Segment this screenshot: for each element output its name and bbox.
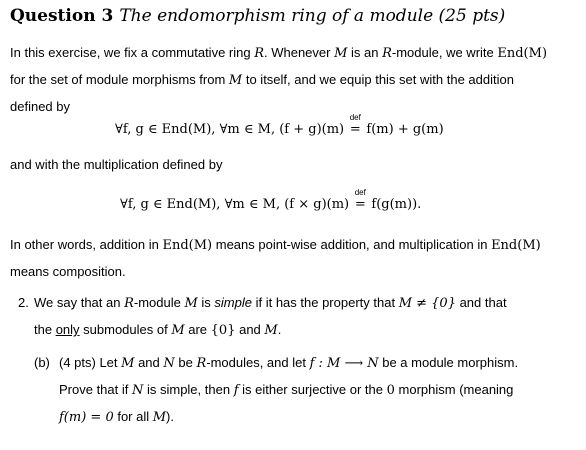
intro-paragraph [10,40,576,120]
intro-line-1: In this exercise, we fix a commutative ring R. Whenever M is an R-module, we write End(M) [10,45,548,61]
multiplication-lhs: ∀f, g ∈ End(M), ∀m ∈ M, (f × g)(m) [120,197,350,212]
words-line-2: means composition. [10,264,126,279]
subitem-label: (b) [34,355,50,370]
def-equals: def = [354,188,366,212]
def-equals: def = [349,113,361,137]
list-number: 2. [18,295,29,310]
multiplication-equation [120,188,422,212]
emphasis-only: only [55,322,80,337]
addition-lhs: ∀f, g ∈ End(M), ∀m ∈ M, (f + g)(m) [115,122,345,137]
intro-line-3: defined by [10,99,70,114]
question-subtitle: The endomorphism ring of a module (25 pts) [119,6,506,26]
question-number: Question 3 [10,6,114,26]
itemb-line-2: Prove that if N is simple, then f is either surjective or the 0 morphism (meaning [59,382,514,398]
in-other-words-paragraph [10,232,576,285]
multiplication-rhs: f(g(m)). [371,197,422,212]
term-simple: simple [214,295,252,310]
itemb-line-1: (4 pts) Let M and N be R-modules, and let f : M ⟶ N be a module morphism. [59,355,519,371]
addition-equation [115,113,444,137]
question-title [10,6,505,26]
multiplication-intro: and with the multiplication defined by [10,157,223,172]
words-line-1: In other words, addition in End(M) means point-wise addition, and multiplication in End(M) [10,237,541,253]
intro-line-2: for the set of module morphisms from M to itself, and we equip this set with the addition [10,72,514,88]
item2-line-2: the only submodules of M are {0} and M. [34,322,282,338]
addition-rhs: f(m) + g(m) [366,122,444,137]
item2-line-1: We say that an R-module M is simple if it has the property that M ≠ {0} and that [34,295,507,311]
itemb-line-3: f(m) = 0 for all M). [59,409,174,425]
